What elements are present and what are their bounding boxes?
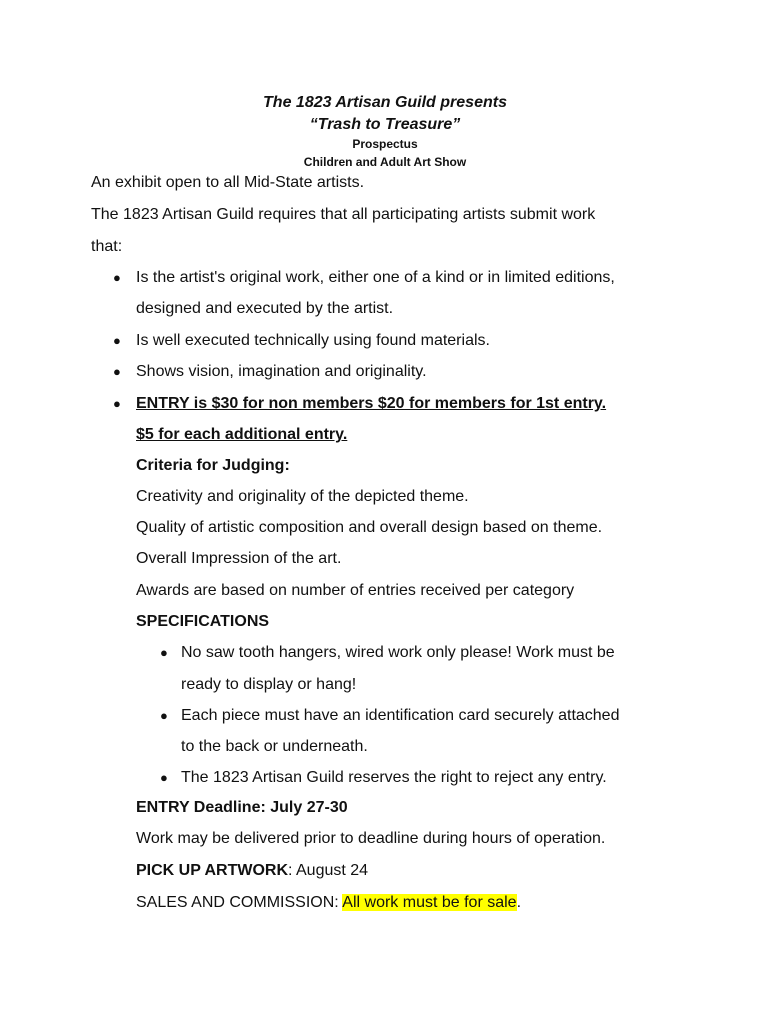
sales-label: SALES AND COMMISSION: bbox=[136, 894, 343, 911]
requirement-3: Shows vision, imagination and originality. bbox=[136, 363, 427, 380]
judging-criterion: Creativity and originality of the depicted theme. bbox=[136, 488, 469, 505]
prospectus-label: Prospectus bbox=[352, 137, 418, 151]
specification-3: The 1823 Artisan Guild reserves the right to reject any entry. bbox=[181, 769, 607, 786]
bullet-icon: ● bbox=[113, 364, 121, 379]
specifications-heading: SPECIFICATIONS bbox=[136, 613, 270, 630]
sales-period: . bbox=[516, 894, 522, 911]
specification-1-line-2: ready to display or hang! bbox=[181, 676, 357, 693]
document-title: The 1823 Artisan Guild presents bbox=[263, 94, 507, 111]
document-subtitle: “Trash to Treasure” bbox=[309, 116, 461, 133]
requirement-1-line-1: Is the artist's original work, either one of a kind or in limited editions, bbox=[136, 269, 615, 286]
intro-line-2: The 1823 Artisan Guild requires that all participating artists submit work bbox=[91, 206, 596, 223]
requirement-2: Is well executed technically using found materials. bbox=[136, 332, 490, 349]
intro-line-1: An exhibit open to all Mid-State artists. bbox=[91, 174, 365, 191]
entry-fee-line-2: $5 for each additional entry. bbox=[136, 426, 348, 443]
bullet-icon: ● bbox=[160, 770, 168, 785]
judging-criterion: Quality of artistic composition and overall design based on theme. bbox=[136, 519, 603, 536]
bullet-icon: ● bbox=[113, 270, 121, 285]
pickup-label: PICK UP ARTWORK bbox=[136, 862, 288, 879]
entry-deadline: ENTRY Deadline: July 27-30 bbox=[136, 799, 348, 816]
entry-fee-line-1: ENTRY is $30 for non members $20 for members for 1st entry. bbox=[136, 395, 607, 412]
bullet-icon: ● bbox=[160, 645, 168, 660]
delivery-note: Work may be delivered prior to deadline during hours of operation. bbox=[136, 830, 606, 847]
specification-1-line-1: No saw tooth hangers, wired work only please! Work must be bbox=[181, 644, 615, 661]
specification-2-line-2: to the back or underneath. bbox=[181, 738, 368, 755]
sales-highlight: All work must be for sale bbox=[342, 894, 517, 911]
judging-heading: Criteria for Judging: bbox=[136, 457, 290, 474]
show-label: Children and Adult Art Show bbox=[303, 155, 467, 169]
sales-line bbox=[136, 893, 521, 913]
requirement-1-line-2: designed and executed by the artist. bbox=[136, 300, 394, 317]
bullet-icon: ● bbox=[113, 333, 121, 348]
intro-line-3: that: bbox=[91, 238, 123, 255]
judging-criterion: Awards are based on number of entries received per category bbox=[136, 582, 575, 599]
bullet-icon: ● bbox=[113, 396, 121, 411]
bullet-icon: ● bbox=[160, 708, 168, 723]
pickup-line bbox=[136, 861, 368, 881]
pickup-date: : August 24 bbox=[288, 862, 369, 879]
judging-criterion: Overall Impression of the art. bbox=[136, 550, 342, 567]
specification-2-line-1: Each piece must have an identification card securely attached bbox=[181, 707, 620, 724]
